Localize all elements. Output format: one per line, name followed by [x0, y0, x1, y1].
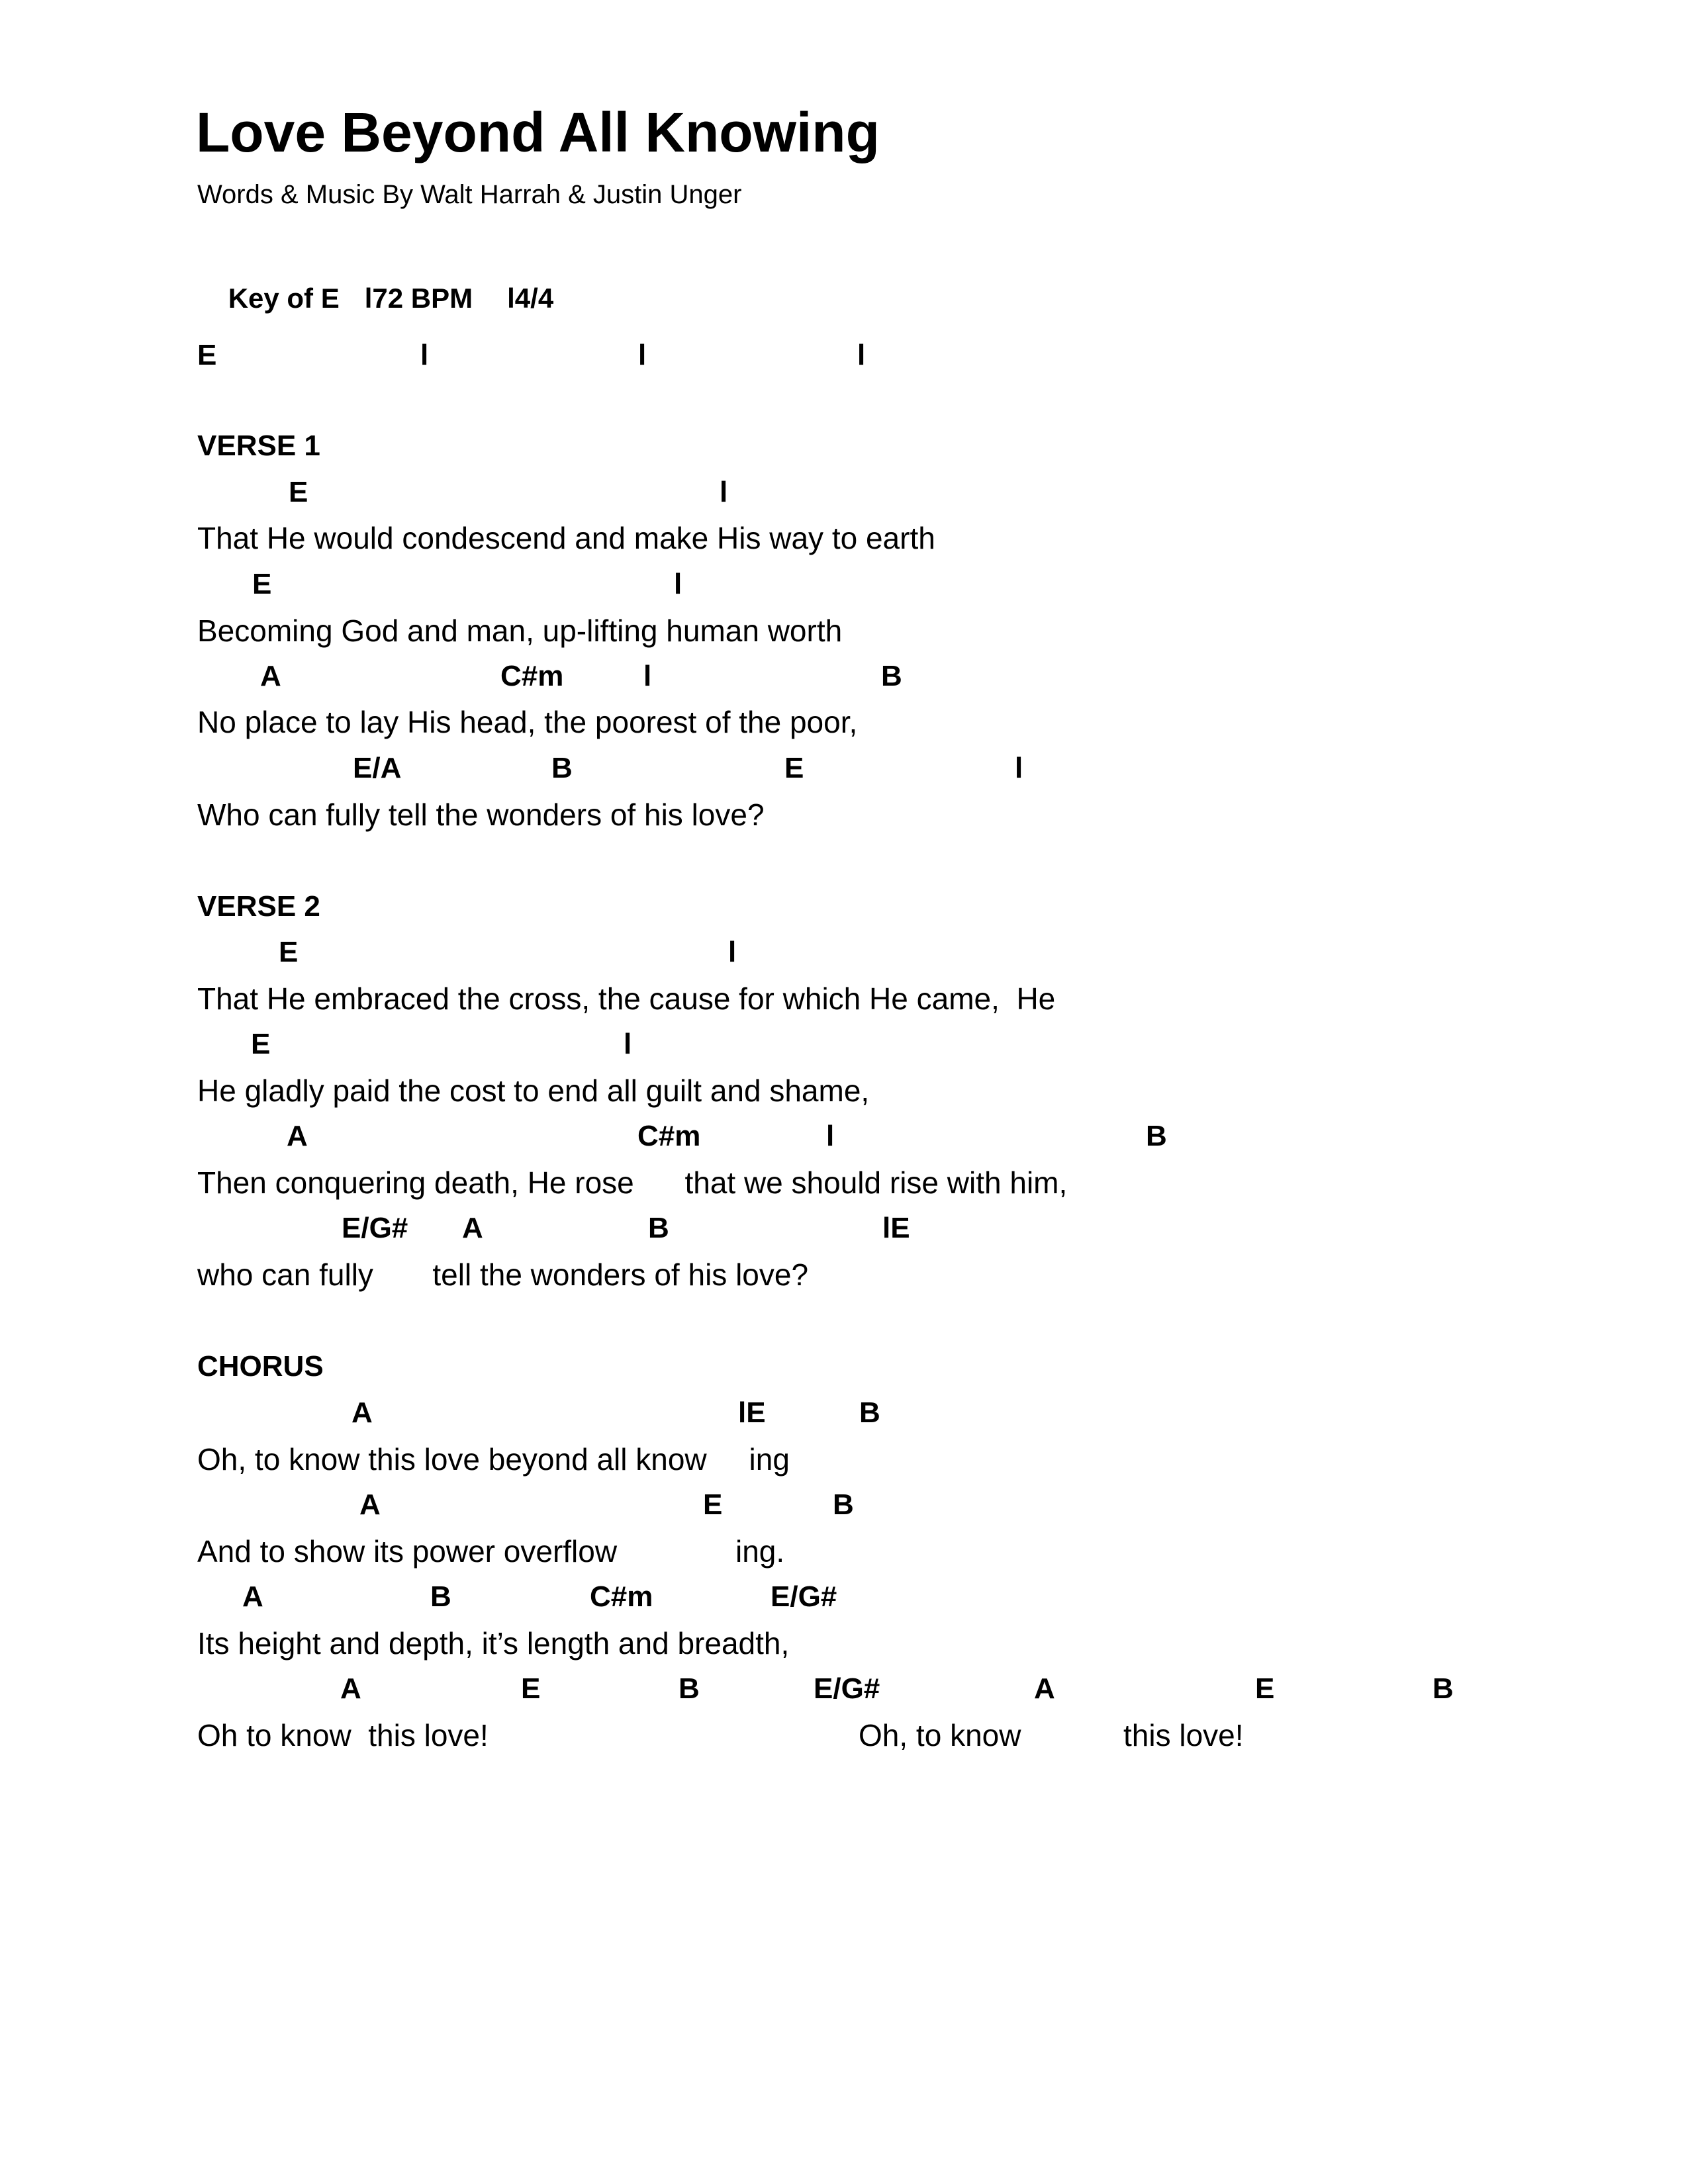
- lyric-line: Becoming God and man, up-lifting human worth: [197, 614, 843, 648]
- time-signature-label: l4/4: [507, 283, 554, 314]
- chord: A: [462, 1212, 483, 1244]
- lyric-line: Oh, to know this love beyond all know ing: [197, 1442, 790, 1477]
- bar-line: l: [720, 476, 728, 508]
- chord: E: [197, 339, 217, 371]
- chord: E: [251, 1028, 271, 1060]
- lyric-line: That He embraced the cross, the cause for which He came, He: [197, 981, 1056, 1016]
- chord: A: [359, 1488, 381, 1521]
- chord: E: [279, 936, 299, 968]
- chord: E/A: [353, 752, 402, 784]
- chord: E: [289, 476, 308, 508]
- bar-line: l: [643, 660, 652, 692]
- chord: B: [833, 1488, 854, 1521]
- chord: A: [260, 660, 281, 692]
- chord: A: [340, 1672, 361, 1705]
- bar-line: l: [1015, 752, 1023, 784]
- tempo-label: l72 BPM: [364, 283, 473, 314]
- key-label: Key of E: [228, 283, 340, 314]
- bar-line: l: [674, 568, 682, 600]
- chord: E: [703, 1488, 723, 1521]
- lyric-line: Its height and depth, it’s length and breadth,: [197, 1626, 790, 1661]
- lyric-line: who can fully tell the wonders of his love?: [197, 1257, 809, 1292]
- chord: B: [1432, 1672, 1454, 1705]
- chord: E/G#: [771, 1580, 837, 1613]
- song-title: Love Beyond All Knowing: [196, 101, 880, 163]
- chord: A: [287, 1120, 308, 1152]
- lyric-segment: Oh, to know: [859, 1718, 1021, 1752]
- lyric-line: Who can fully tell the wonders of his love?: [197, 797, 765, 832]
- lyric-line: That He would condescend and make His way to earth: [197, 521, 935, 555]
- lyric-line: Then conquering death, He rose that we should rise with him,: [197, 1165, 1068, 1200]
- bar-line: l: [826, 1120, 835, 1152]
- bar-line: l: [420, 339, 429, 371]
- chord: E/G#: [342, 1212, 408, 1244]
- chord: C#m: [500, 660, 564, 692]
- section-label: VERSE 1: [197, 430, 320, 462]
- bar-line: l: [624, 1028, 632, 1060]
- bar-line: l: [638, 339, 647, 371]
- section-label: CHORUS: [197, 1350, 324, 1383]
- chord: E: [252, 568, 272, 600]
- chord: E/G#: [814, 1672, 880, 1705]
- song-meta: [197, 257, 553, 340]
- chord: B: [648, 1212, 669, 1244]
- chord: lE: [882, 1212, 910, 1244]
- lyric-segment: this love!: [1123, 1718, 1244, 1752]
- chord: E: [1255, 1672, 1275, 1705]
- lyric-line: No place to lay His head, the poorest of the poor,: [197, 705, 858, 739]
- chord: A: [352, 1396, 373, 1429]
- lyric-line: He gladly paid the cost to end all guilt and shame,: [197, 1073, 870, 1108]
- chord: lE: [738, 1396, 766, 1429]
- bar-line: l: [857, 339, 866, 371]
- song-credits: Words & Music By Walt Harrah & Justin Unger: [197, 180, 742, 209]
- chord: E: [784, 752, 804, 784]
- chord: B: [430, 1580, 451, 1613]
- chord: B: [679, 1672, 700, 1705]
- chord: A: [1034, 1672, 1055, 1705]
- chord: C#m: [590, 1580, 653, 1613]
- lyric-line: And to show its power overflow ing.: [197, 1534, 785, 1569]
- section-label: VERSE 2: [197, 890, 320, 923]
- lyric-segment: Oh to know this love!: [197, 1718, 489, 1752]
- chord: B: [859, 1396, 880, 1429]
- bar-line: l: [728, 936, 737, 968]
- chord: B: [551, 752, 573, 784]
- chord: E: [521, 1672, 541, 1705]
- chord: C#m: [637, 1120, 701, 1152]
- chord: A: [242, 1580, 263, 1613]
- chord: B: [1146, 1120, 1167, 1152]
- chord: B: [881, 660, 902, 692]
